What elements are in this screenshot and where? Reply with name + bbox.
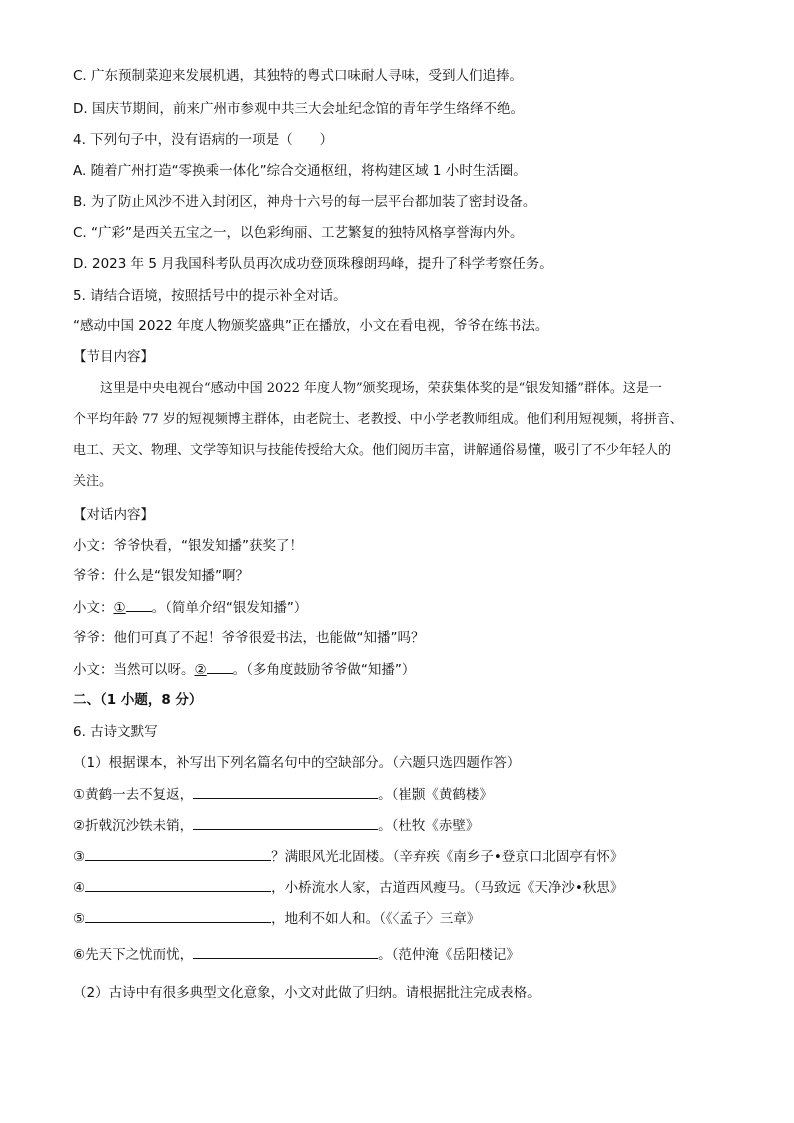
poem-item-5: ⑤ ，地利不如人和。（《〈孟子〉三章》: [73, 908, 480, 929]
poem-blank-5[interactable]: [85, 908, 271, 923]
dialog-heading: 【对话内容】: [73, 507, 154, 523]
program-line: 关注。: [73, 474, 113, 489]
poem-blank-1[interactable]: [193, 784, 378, 799]
poem-item-4: ④ ，小桥流水人家，古道西风瘦马。（马致远《天净沙•秋思》: [73, 877, 623, 898]
dialog-line-5: [73, 659, 415, 680]
poem-item-1: ①黄鹤一去不复返， 。（崔颢《黄鹤楼》: [73, 784, 493, 805]
q4-option-c: C. “广彩”是西关五宝之一，以色彩绚丽、工艺繁复的独特风格享誉海内外。: [73, 225, 524, 241]
dialog-line-3: [73, 597, 307, 618]
q4-option-b: B. 为了防止风沙不进入封闭区，神舟十六号的每一层平台都加装了密封设备。: [73, 194, 537, 210]
section-title: 二、（1 小题，8 分）: [73, 692, 203, 708]
dialog-line-4: 爷爷：他们可真了不起！爷爷很爱书法，也能做“知播”吗？: [73, 630, 425, 646]
program-line: 电工、天文、物理、文学等知识与技能传授给大众。他们阅历丰富，讲解通俗易懂，吸引了不少年轻人的: [73, 443, 672, 458]
program-line: 个平均年龄 77 岁的短视频博主群体，由老院士、老教授、中小学老教师组成。他们利用短视频，将拼音、: [73, 412, 683, 427]
q3-option-c: C. 广东预制菜迎来发展机遇，其独特的粤式口味耐人寻味，受到人们追捧。: [73, 68, 524, 84]
poem-blank-4[interactable]: [85, 877, 271, 892]
dialog-hint: 。（多角度鼓励爷爷做“知播”）: [232, 662, 416, 678]
dialog-hint: 。（简单介绍“银发知播”）: [151, 600, 308, 616]
q5-stem: 5. 请结合语境，按照括号中的提示补全对话。: [73, 288, 347, 304]
poem-item-2: ②折戟沉沙铁未销， 。（杜牧《赤壁》: [73, 815, 479, 836]
q5-context: “感动中国 2022 年度人物颁奖盛典”正在播放，小文在看电视，爷爷在练书法。: [73, 318, 549, 334]
blank-marker: ②: [194, 662, 207, 678]
answer-blank-1[interactable]: [126, 597, 152, 612]
q3-option-d: D. 国庆节期间，前来广州市参观中共三大会址纪念馆的青年学生络绎不绝。: [73, 101, 524, 117]
program-line: 这里是中央电视台“感动中国 2022 年度人物”颁奖现场，荣获集体奖的是“银发知播”群体。这是一: [100, 381, 662, 396]
q6-sub1: （1）根据课本，补写出下列名篇名句中的空缺部分。（六题只选四题作答）: [73, 755, 521, 771]
dialog-line-2: 爷爷：什么是“银发知播”啊？: [73, 568, 249, 584]
blank-marker: ①: [113, 600, 126, 616]
poem-item-3: ③ ？满眼风光北固楼。（辛弃疾《南乡子•登京口北固亭有怀》: [73, 846, 623, 867]
q4-option-d: D. 2023 年 5 月我国科考队员再次成功登顶珠穆朗玛峰，提升了科学考察任务。: [73, 256, 553, 272]
q4-option-a: A. 随着广州打造“零换乘一体化”综合交通枢纽，将构建区域 1 小时生活圈。: [73, 163, 527, 179]
poem-blank-6[interactable]: [193, 944, 378, 959]
poem-blank-2[interactable]: [193, 815, 378, 830]
q6-stem: 6. 古诗文默写: [73, 724, 158, 740]
program-heading: 【节目内容】: [73, 349, 154, 365]
answer-blank-2[interactable]: [207, 659, 233, 674]
dialog-speaker: 小文：: [73, 600, 114, 616]
poem-blank-3[interactable]: [85, 846, 271, 861]
poem-item-6: ⑥先天下之忧而忧， 。（范仲淹《岳阳楼记》: [73, 944, 520, 965]
dialog-line-1: 小文：爷爷快看，“银发知播”获奖了！: [73, 538, 303, 554]
dialog-speaker: 小文：当然可以呀。: [73, 662, 195, 678]
q6-sub2: （2）古诗中有很多典型文化意象，小文对此做了归纳。请根据批注完成表格。: [73, 985, 541, 1001]
q4-stem: 4. 下列句子中，没有语病的一项是（ ）: [73, 132, 334, 148]
